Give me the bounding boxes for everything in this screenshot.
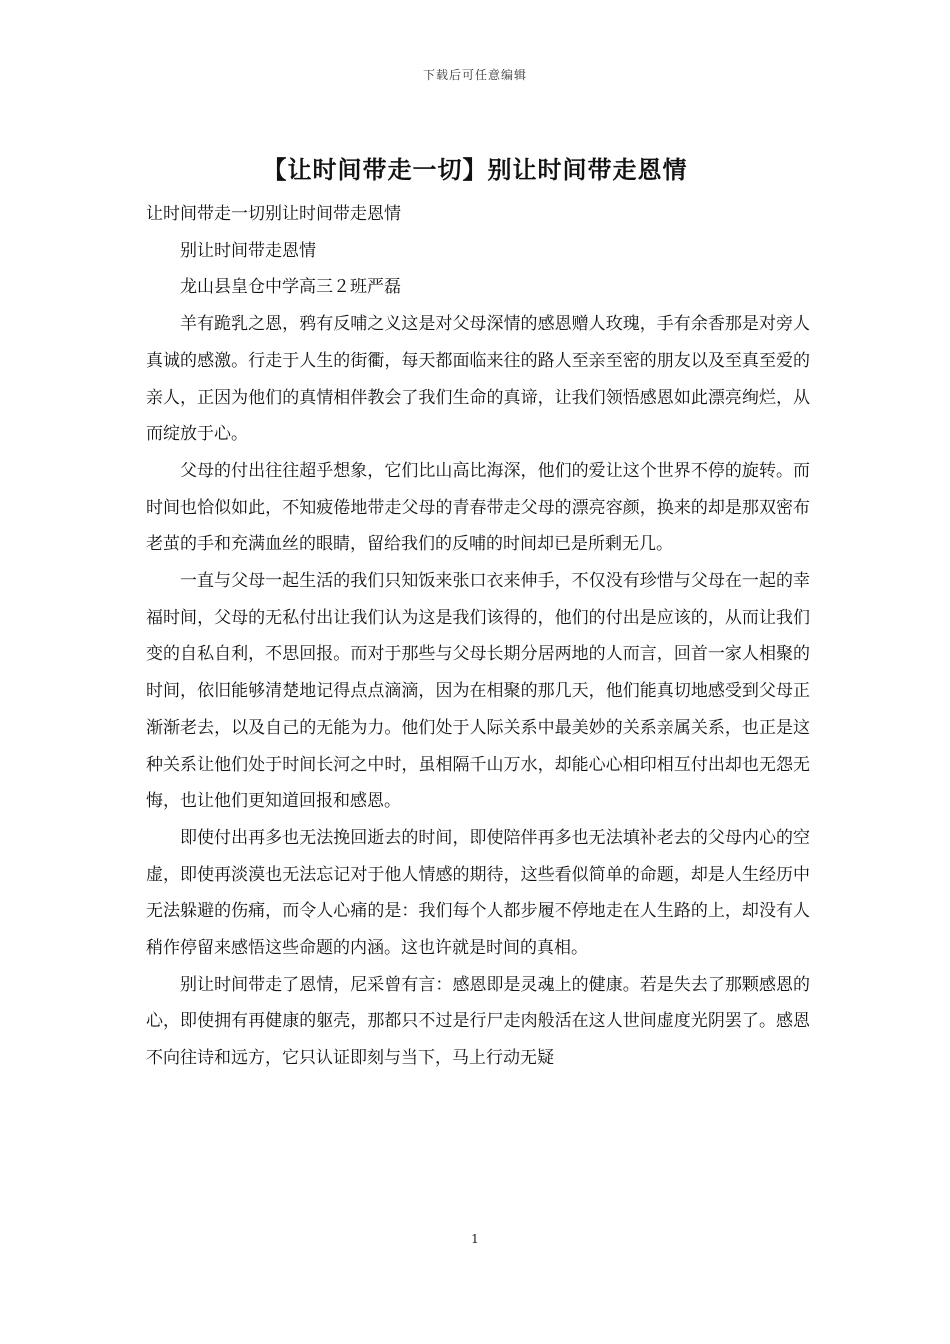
subtitle-line: 让时间带走一切别让时间带走恩情 — [146, 204, 401, 224]
paragraph-2: 父母的付出往往超乎想象，它们比山高比海深，他们的爱让这个世界不停的旋转。而时间也恰似如此，不知疲倦地带走父母的青春带走父母的漂亮容颜，换来的却是那双密布老茧的手和充满血丝的眼睛，留给我们的反哺的时间却已是所剩无几。 — [146, 460, 810, 555]
document-title: 【让时间带走一切】别让时间带走恩情 — [262, 155, 688, 184]
author-line: 龙山县皇仓中学高三２班严磊 — [180, 277, 401, 298]
page-number: 1 — [471, 1232, 479, 1246]
paragraph-5: 别让时间带走了恩情，尼采曾有言：感恩即是灵魂上的健康。若是失去了那颗感恩的心，即使拥有再健康的躯壳，那都只不过是行尸走肉般活在这人世间虚度光阴罢了。感恩不向往诗和远方，它只认证即刻与当下，马上行动无疑 — [146, 974, 810, 1069]
page-header-note: 下载后可任意编辑 — [422, 68, 527, 82]
article-title: 别让时间带走恩情 — [180, 240, 316, 261]
document-body — [146, 196, 810, 1077]
paragraph-3: 一直与父母一起生活的我们只知饭来张口衣来伸手，不仅没有珍惜与父母在一起的幸福时间，父母的无私付出让我们认为这是我们该得的，他们的付出是应该的，从而让我们变的自私自利，不思回报。而对于那些与父母长期分居两地的人而言，回首一家人相聚的时间，依旧能够清楚地记得点点滴滴，因为在相聚的那几天，他们能真切地感受到父母正渐渐老去，以及自己的无能为力。他们处于人际关系中最美妙的关系亲属关系，也正是这种关系让他们处于时间长河之中时，虽相隔千山万水，却能心心相印相互付出却也无怨无悔，也让他们更知道回报和感恩。 — [146, 571, 810, 812]
paragraph-4: 即使付出再多也无法挽回逝去的时间，即使陪伴再多也无法填补老去的父母内心的空虚，即使再淡漠也无法忘记对于他人情感的期待，这些看似简单的命题，却是人生经历中无法躲避的伤痛，而令人心痛的是：我们每个人都步履不停地走在人生路的上，却没有人稍作停留来感悟这些命题的内涵。这也许就是时间的真相。 — [146, 827, 810, 959]
paragraph-1: 羊有跪乳之恩，鸦有反哺之义这是对父母深情的感恩赠人玫瑰，手有余香那是对旁人真诚的感激。行走于人生的街衢，每天都面临来往的路人至亲至密的朋友以及至真至爱的亲人，正因为他们的真情相伴教会了我们生命的真谛，让我们领悟感恩如此漂亮绚烂，从而绽放于心。 — [146, 314, 810, 445]
